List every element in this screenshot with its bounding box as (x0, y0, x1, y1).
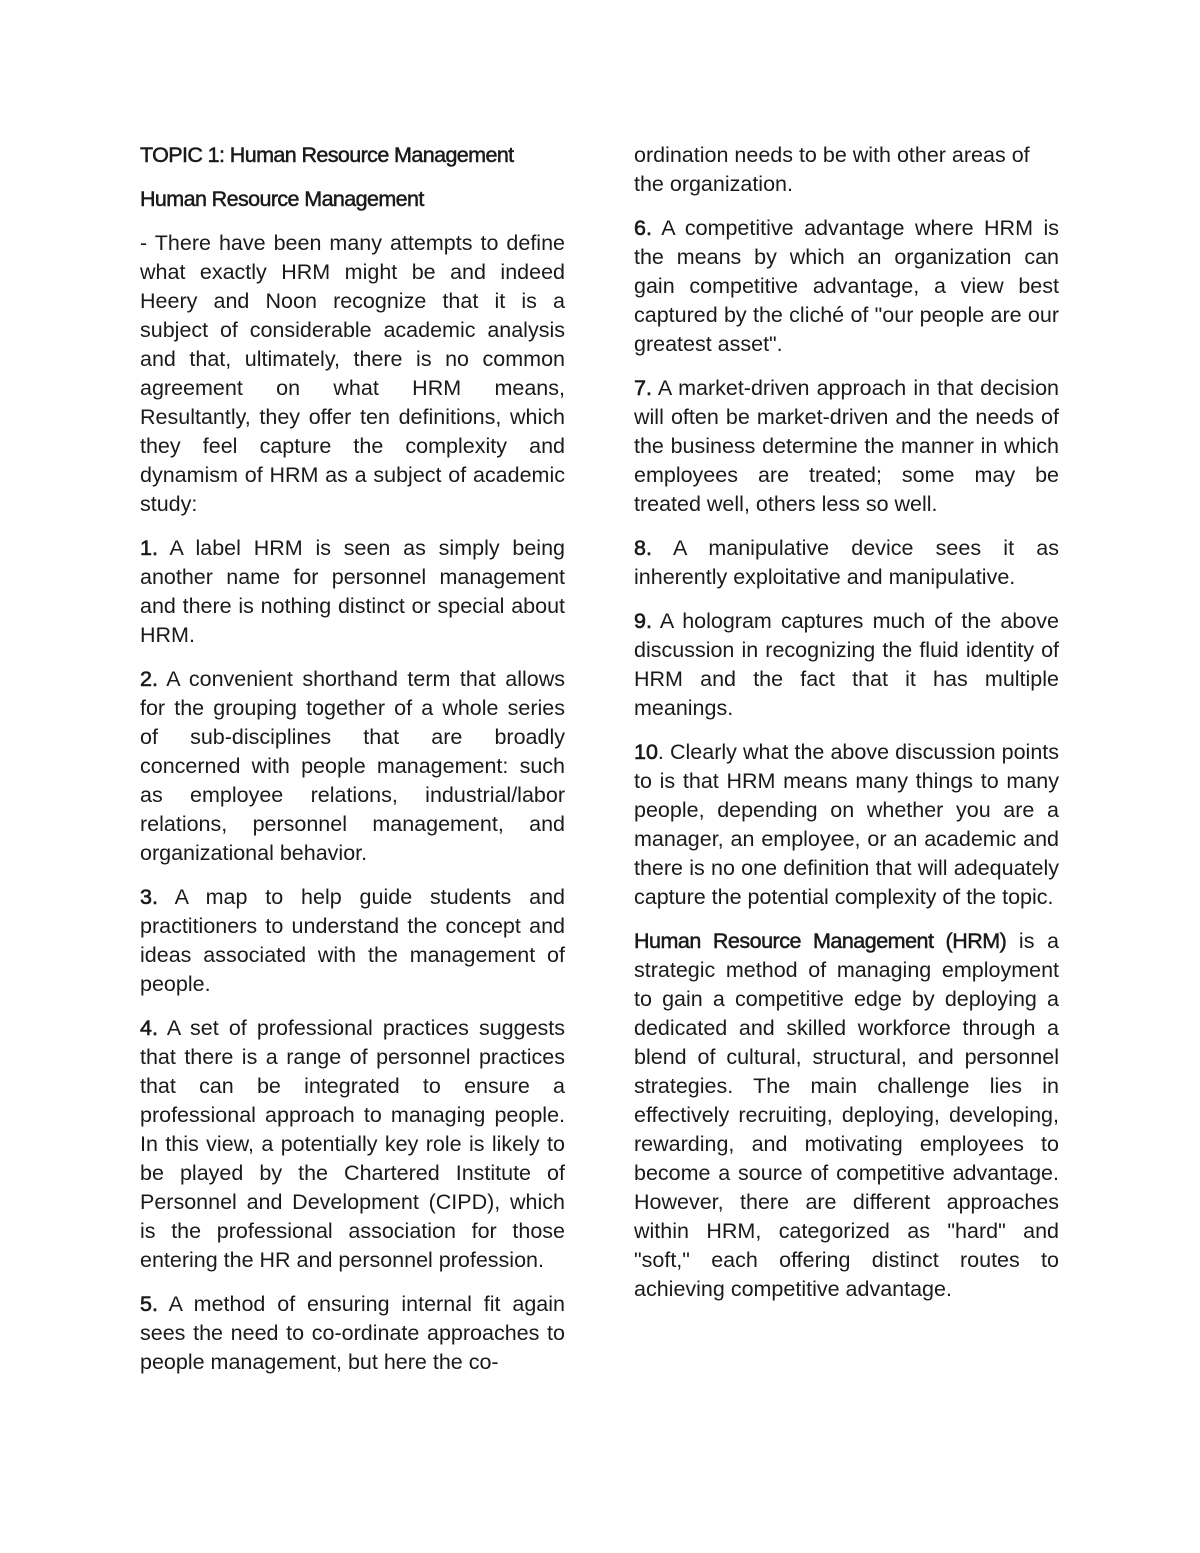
item-text: A market-driven approach in that decision will often be market-driven and the needs of the business determine the manner in which employees are treated; some may be treated well, others less so well. (634, 376, 1059, 516)
definition-item-5 (140, 1290, 565, 1377)
item-text: A set of professional practices suggests that there is a range of personnel practices that can be integrated to ensure a professional approach to managing people. In this view, a potentially key role is likely to be played by the Chartered Institute of Personnel and Development (CIPD), which is the professional association for those entering the HR and personnel profession. (140, 1016, 565, 1272)
definition-item-10 (634, 738, 1059, 912)
item-number: 7. (634, 376, 652, 400)
item-text: A manipulative device sees it as inherently exploitative and manipulative. (634, 536, 1059, 589)
item-text: A label HRM is seen as simply being another name for personnel management and there is nothing distinct or special about HRM. (140, 536, 565, 647)
definition-item-4 (140, 1014, 565, 1275)
item-number: 3. (140, 885, 158, 909)
item-number: 9. (634, 609, 652, 633)
hrm-definition-text: is a strategic method of managing employment to gain a competitive edge by deploying a dedicated and skilled workforce through a blend of cultural, structural, and personnel strategies. The main challenge lies in effectively recruiting, deploying, developing, rewarding, and motivating employees to become a source of competitive advantage. However, there are different approaches within HRM, categorized as "hard" and "soft," each offering distinct routes to achieving competitive advantage. (634, 929, 1059, 1301)
section-heading: Human Resource Management (140, 187, 424, 211)
item-text: A method of ensuring internal fit again sees the need to co-ordinate approaches to people management, but here the co- (140, 1292, 565, 1374)
item-text: A convenient shorthand term that allows for the grouping together of a whole series of sub-disciplines that are broadly concerned with people management: such as employee relations, industrial/labor relations, personnel management, and organizational behavior. (140, 667, 565, 865)
item-number: 5. (140, 1292, 158, 1316)
definition-item-2 (140, 665, 565, 868)
item-text: . Clearly what the above discussion points to is that HRM means many things to many people, depending on whether you are a manager, an employee, or an academic and there is no one definition that will adequately capture the potential complexity of the topic. (634, 740, 1059, 909)
definition-item-9 (634, 607, 1059, 723)
definition-item-7 (634, 374, 1059, 519)
item-number: 1. (140, 536, 158, 560)
hrm-definition-paragraph (634, 927, 1059, 1304)
definition-item-1 (140, 534, 565, 650)
right-column (634, 141, 1059, 1319)
item-number: 2. (140, 667, 158, 691)
item-number: 10 (634, 740, 658, 764)
item-number: 6. (634, 216, 652, 240)
definition-item-3 (140, 883, 565, 999)
hrm-term: Human Resource Management (HRM) (634, 929, 1007, 953)
item-number: 8. (634, 536, 652, 560)
item-text: A map to help guide students and practitioners to understand the concept and ideas associated with the management of people. (140, 885, 565, 996)
intro-paragraph: - There have been many attempts to define what exactly HRM might be and indeed Heery and Noon recognize that it is a subject of considerable academic analysis and that, ultimately, there is no common agreement on what HRM means, Resultantly, they offer ten definitions, which they feel capture the complexity and dynamism of HRM as a subject of academic study: (140, 231, 565, 516)
definition-item-6 (634, 214, 1059, 359)
item-number: 4. (140, 1016, 158, 1040)
continuation-paragraph: ordination needs to be with other areas of the organization. (634, 143, 1030, 196)
definition-item-8 (634, 534, 1059, 592)
topic-title: TOPIC 1: Human Resource Management (140, 143, 514, 167)
left-column (140, 138, 565, 1392)
item-text: A hologram captures much of the above discussion in recognizing the fluid identity of HRM and the fact that it has multiple meanings. (634, 609, 1059, 720)
item-text: A competitive advantage where HRM is the means by which an organization can gain competitive advantage, a view best captured by the cliché of "our people are our greatest asset". (634, 216, 1059, 356)
